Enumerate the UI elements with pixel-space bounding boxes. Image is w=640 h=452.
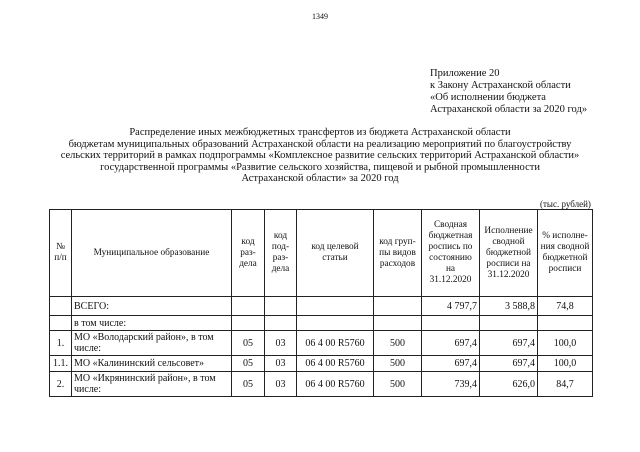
row-expense-type: 500 bbox=[374, 331, 422, 356]
row-num: 1.1. bbox=[50, 356, 72, 372]
page-number: 1349 bbox=[312, 12, 328, 21]
row-percent: 84,7 bbox=[538, 372, 593, 397]
row-target: 06 4 00 R5760 bbox=[297, 372, 374, 397]
header-municipality: Муниципальное образование bbox=[72, 210, 232, 297]
title-line: государственной программы «Развитие сельского хозяйства, пищевой и рыбной промышленности bbox=[100, 161, 540, 173]
including-row bbox=[50, 316, 593, 331]
row-target: 06 4 00 R5760 bbox=[297, 331, 374, 356]
header-budget-plan: Сводная бюджетная роспись по состоянию на 31.12.2020 bbox=[422, 210, 480, 297]
total-subsection-cell bbox=[265, 297, 297, 316]
row-municipality: МО «Калининский сельсовет» bbox=[72, 356, 232, 372]
total-percent: 74,8 bbox=[538, 297, 593, 316]
total-budget-plan: 4 797,7 bbox=[422, 297, 480, 316]
row-section: 05 bbox=[232, 356, 265, 372]
header-expense-type: код груп-пы видов расходов bbox=[374, 210, 422, 297]
total-target-cell bbox=[297, 297, 374, 316]
header-num: № п/п bbox=[50, 210, 72, 297]
units-label: (тыс. рублей) bbox=[540, 199, 591, 209]
row-target: 06 4 00 R5760 bbox=[297, 356, 374, 372]
row-section: 05 bbox=[232, 331, 265, 356]
row-budget-plan: 697,4 bbox=[422, 356, 480, 372]
row-num: 1. bbox=[50, 331, 72, 356]
including-label: в том числе: bbox=[72, 316, 232, 331]
total-row bbox=[50, 297, 593, 316]
table-row bbox=[50, 356, 593, 372]
row-expense-type: 500 bbox=[374, 372, 422, 397]
total-num-cell bbox=[50, 297, 72, 316]
row-municipality: МО «Икрянинский район», в том числе: bbox=[72, 372, 232, 397]
row-section: 05 bbox=[232, 372, 265, 397]
appendix-line: Приложение 20 bbox=[430, 68, 500, 79]
header-percent: % исполне-ния сводной бюджетной росписи bbox=[538, 210, 593, 297]
appendix-header bbox=[430, 68, 587, 116]
table-row bbox=[50, 331, 593, 356]
including-num-cell bbox=[50, 316, 72, 331]
appendix-line: к Закону Астраханской области bbox=[430, 80, 571, 91]
row-execution: 697,4 bbox=[480, 356, 538, 372]
row-execution: 697,4 bbox=[480, 331, 538, 356]
row-subsection: 03 bbox=[265, 372, 297, 397]
title-line: Распределение иных межбюджетных трансфертов из бюджета Астраханской области bbox=[129, 127, 511, 138]
total-label: ВСЕГО: bbox=[72, 297, 232, 316]
row-municipality: МО «Володарский район», в том числе: bbox=[72, 331, 232, 356]
row-num: 2. bbox=[50, 372, 72, 397]
budget-table bbox=[49, 209, 593, 397]
appendix-line: «Об исполнении бюджета bbox=[430, 92, 546, 103]
table-row bbox=[50, 372, 593, 397]
table-header-row bbox=[50, 210, 593, 297]
row-percent: 100,0 bbox=[538, 356, 593, 372]
title-line: бюджетам муниципальных образований Астраханской области на реализацию мероприятий по благоустройству bbox=[68, 138, 572, 150]
total-execution: 3 588,8 bbox=[480, 297, 538, 316]
row-percent: 100,0 bbox=[538, 331, 593, 356]
row-budget-plan: 739,4 bbox=[422, 372, 480, 397]
row-execution: 626,0 bbox=[480, 372, 538, 397]
total-section-cell bbox=[232, 297, 265, 316]
title-line: Астраханской области» за 2020 год bbox=[241, 173, 399, 185]
row-expense-type: 500 bbox=[374, 356, 422, 372]
row-budget-plan: 697,4 bbox=[422, 331, 480, 356]
row-subsection: 03 bbox=[265, 331, 297, 356]
header-subsection: код под-раз-дела bbox=[265, 210, 297, 297]
document-title bbox=[40, 127, 600, 185]
header-section: код раз-дела bbox=[232, 210, 265, 297]
appendix-line: Астраханской области за 2020 год» bbox=[430, 104, 588, 115]
header-target: код целевой статьи bbox=[297, 210, 374, 297]
total-expense-cell bbox=[374, 297, 422, 316]
header-execution: Исполнение сводной бюджетной росписи на 31.12.2020 bbox=[480, 210, 538, 297]
title-line: сельских территорий в рамках подпрограммы «Комплексное развитие сельских территорий Астраханской области» bbox=[60, 150, 580, 162]
row-subsection: 03 bbox=[265, 356, 297, 372]
